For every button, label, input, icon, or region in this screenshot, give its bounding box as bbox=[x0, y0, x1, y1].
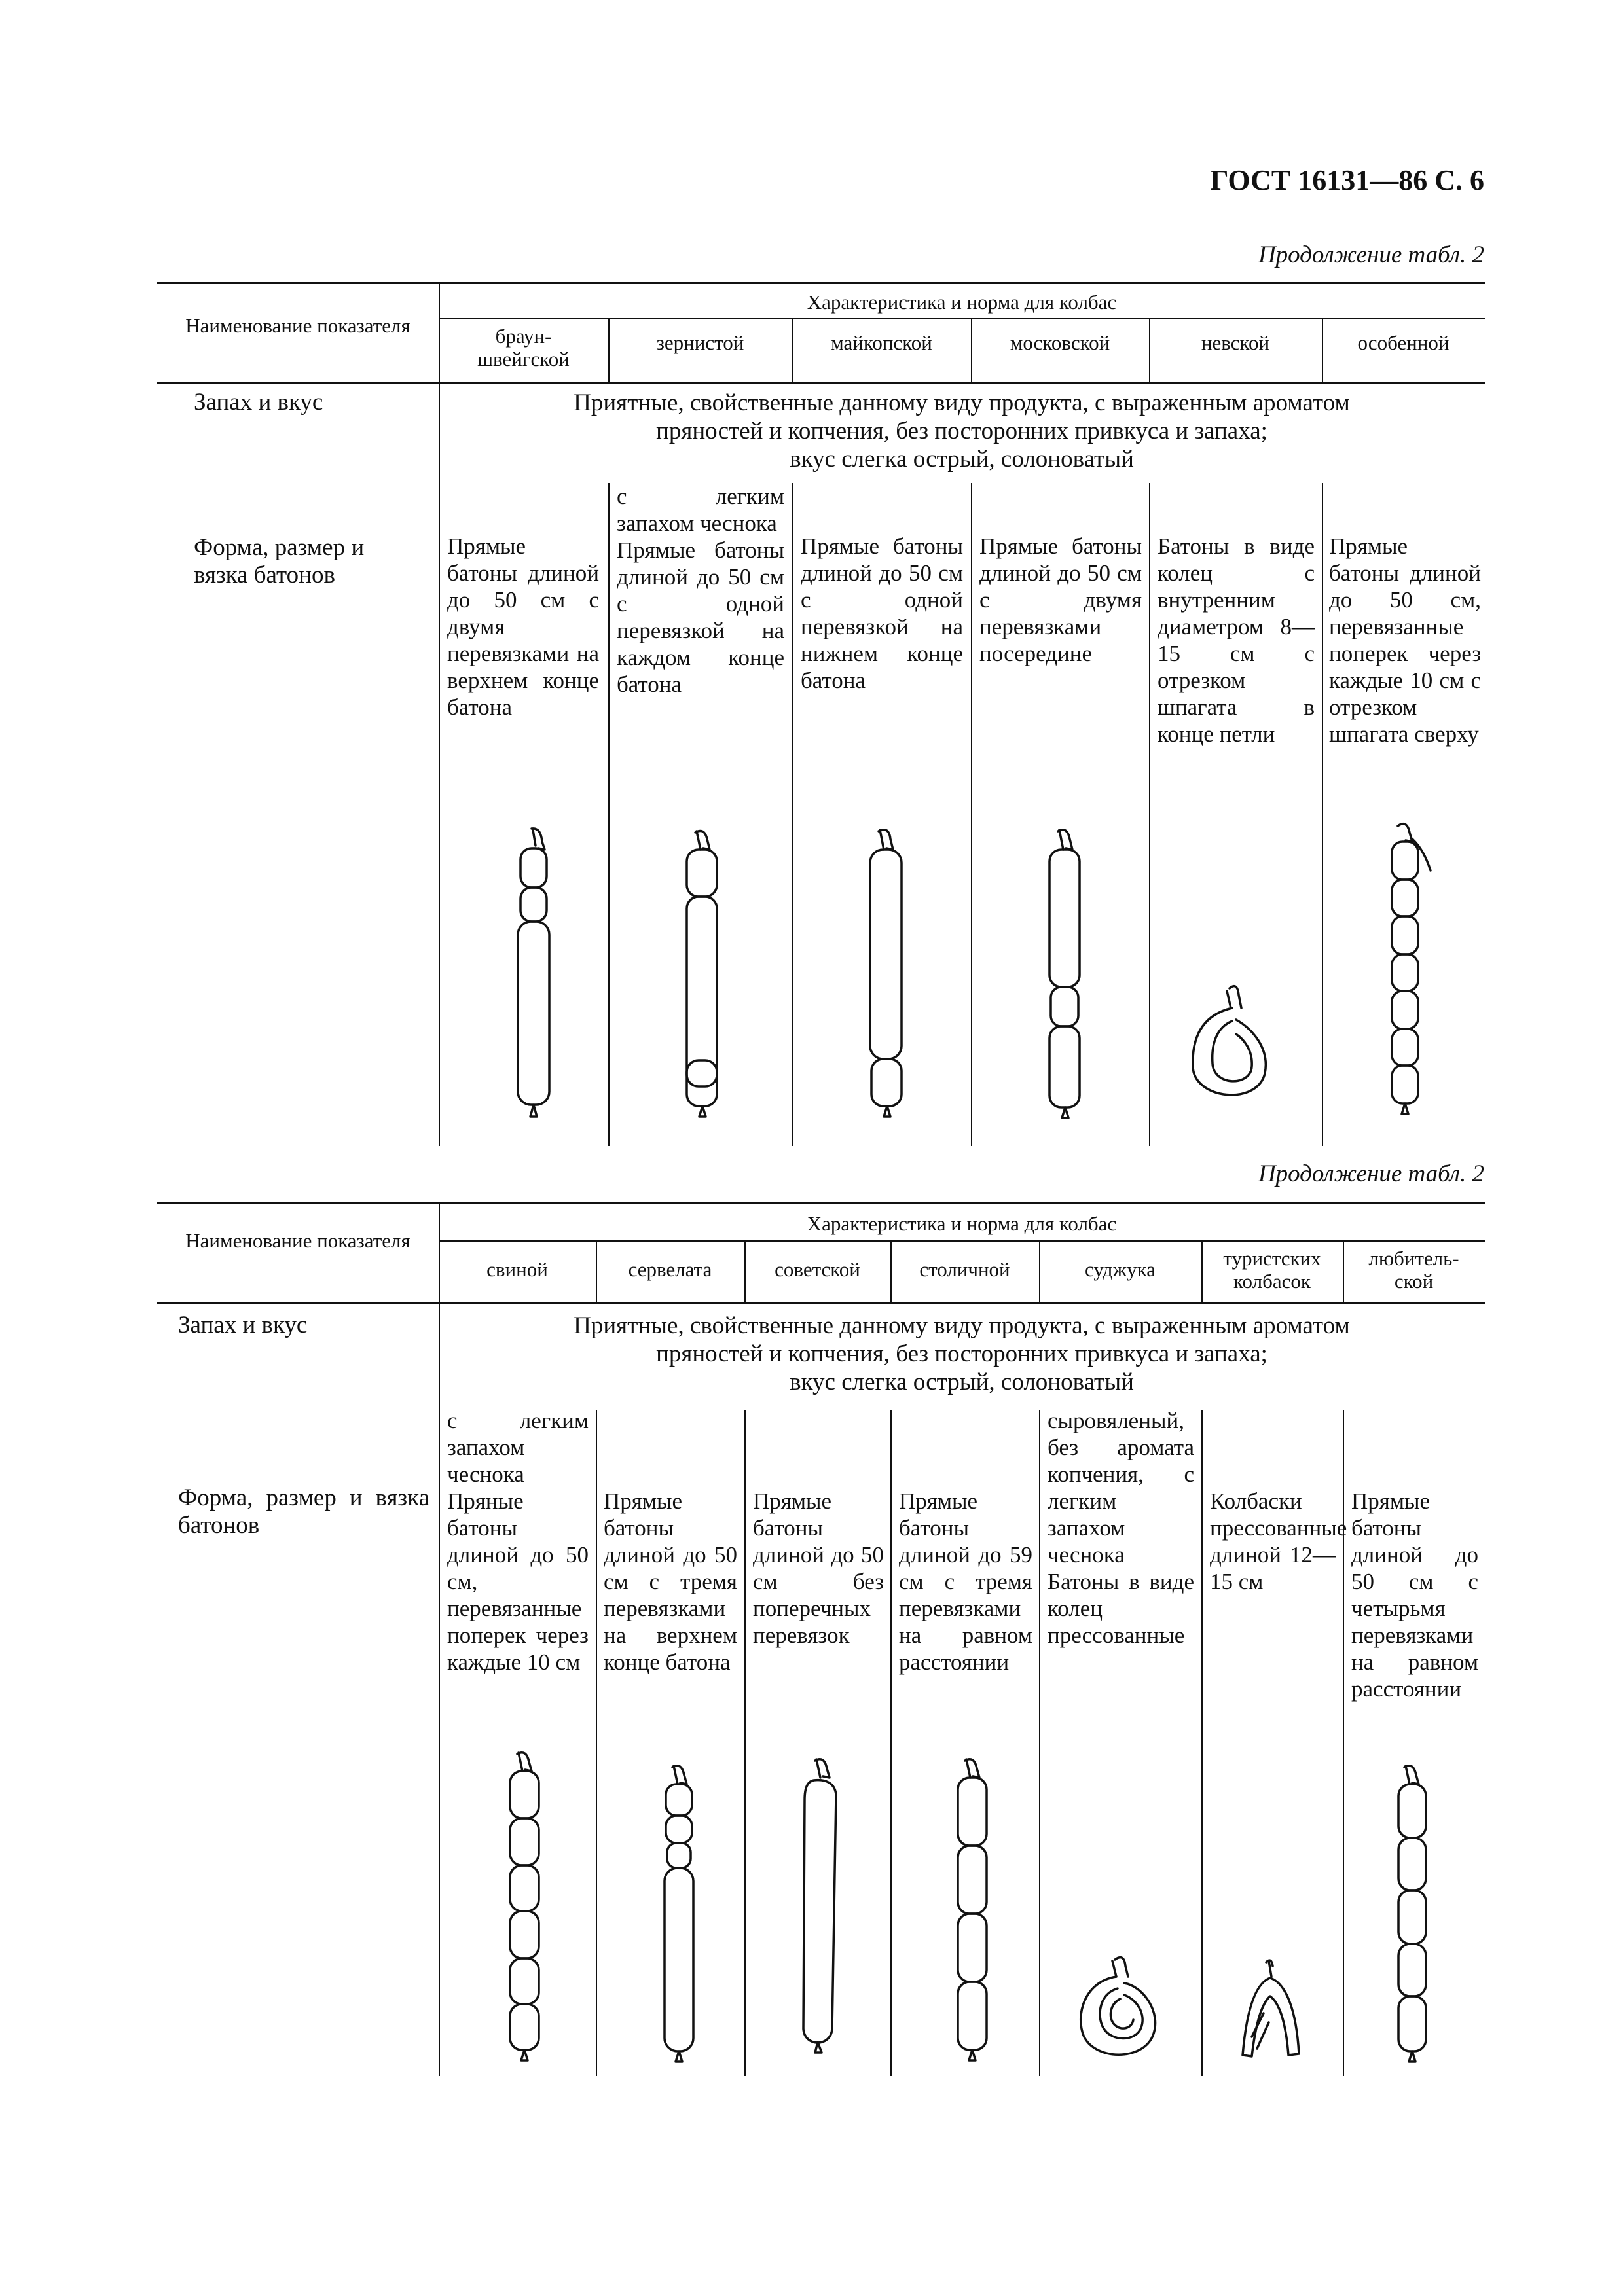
table2-col-sep bbox=[596, 1410, 597, 2076]
cell-pretext: с легким запахом чеснока bbox=[617, 484, 784, 536]
column-header: московской bbox=[1010, 331, 1110, 354]
sausage-illustration bbox=[666, 825, 732, 1139]
cell-description bbox=[1210, 1488, 1347, 1595]
column-header: особенной bbox=[1357, 331, 1450, 354]
cell-pretext: сыровяленый, без аромата копчения, с легким запахом чеснока bbox=[1048, 1408, 1194, 1568]
row-label-smell: Запах и вкус bbox=[178, 1312, 308, 1338]
sausage-illustration bbox=[1378, 1761, 1444, 2075]
table1-group-header: Характеристика и норма для колбас bbox=[807, 291, 1117, 314]
table1-group-rule bbox=[439, 318, 1485, 319]
cell-description bbox=[1158, 533, 1315, 747]
column-header: браун- швейгской bbox=[477, 325, 570, 370]
column-header: столичной bbox=[919, 1258, 1010, 1281]
cell-text: Пряные батоны длиной до 50 см, перевязанные поперек через каждые 10 см bbox=[447, 1488, 589, 1675]
sausage-illustration bbox=[1372, 818, 1450, 1139]
cell-text: Прямые батоны длиной до 50 см с двумя перевязками на верхнем конце батона bbox=[447, 533, 599, 720]
sausage-illustration bbox=[645, 1761, 710, 2075]
cell-pretext: с легким запахом чеснока bbox=[447, 1408, 589, 1487]
table2-col-sep bbox=[1201, 1410, 1203, 2076]
table2-header-rule bbox=[157, 1302, 1485, 1304]
table1-col-sep bbox=[792, 483, 793, 1146]
table2-col-sep bbox=[1039, 1410, 1040, 2076]
cell-description bbox=[1329, 533, 1481, 747]
cell-text: Прямые батоны длиной до 50 см с тремя перевязками на верхнем конце батона bbox=[604, 1488, 737, 1675]
column-header: зернистой bbox=[656, 331, 744, 354]
smell-taste-text: Приятные, свойственные данному виду продукта, с выраженным ароматом пряностей и копчения, без посторонних привкуса и запаха; вкус слегка острый, солоноватый bbox=[574, 1312, 1350, 1395]
table2-top-rule bbox=[157, 1202, 1485, 1204]
sausage-illustration bbox=[851, 825, 917, 1139]
sausage-illustration bbox=[498, 825, 563, 1139]
pressed-sausage-illustration bbox=[1223, 1957, 1321, 2075]
table1-col-sep bbox=[1149, 483, 1150, 1146]
cell-text: Прямые батоны длиной до 50 см с одной перевязкой на нижнем конце батона bbox=[801, 533, 963, 693]
table1-top-rule bbox=[157, 282, 1485, 284]
table2-col-sep bbox=[890, 1410, 892, 2076]
cell-text: Прямые батоны длиной до 50 см с одной перевязкой на каждом конце батона bbox=[617, 537, 784, 697]
table1-col-sep bbox=[608, 483, 610, 1146]
column-header: суджука bbox=[1085, 1258, 1156, 1281]
table2-col-sep bbox=[1343, 1410, 1344, 2076]
sausage-illustration bbox=[789, 1754, 854, 2075]
cell-text: Прямые батоны длиной до 50 см с двумя перевязками посередине bbox=[979, 533, 1142, 666]
cell-description bbox=[1351, 1488, 1478, 1702]
column-header: невской bbox=[1201, 331, 1270, 354]
table1-header-rule bbox=[157, 382, 1485, 384]
ring-sausage-illustration bbox=[1064, 1950, 1175, 2075]
table2-indicator-header: Наименование показателя bbox=[185, 1229, 410, 1252]
table1-col-sep bbox=[971, 483, 972, 1146]
column-header: майкопской bbox=[831, 331, 932, 354]
column-header: свиной bbox=[486, 1258, 548, 1281]
cell-text: Прямые батоны длиной до 50 см, перевязанные поперек через каждые 10 см с отрезком шпагата сверху bbox=[1329, 533, 1481, 747]
cell-text: Прямые батоны длиной до 59 см с тремя перевязками на равном расстоянии bbox=[899, 1488, 1032, 1675]
cell-description bbox=[1048, 1407, 1194, 1649]
column-header: туристских колбасок bbox=[1223, 1247, 1321, 1293]
cell-description bbox=[617, 483, 784, 698]
sausage-illustration bbox=[938, 1754, 1003, 2075]
cell-text: Прямые батоны длиной до 50 см без поперечных перевязок bbox=[753, 1488, 884, 1648]
cell-description bbox=[979, 533, 1142, 667]
ring-sausage-illustration bbox=[1178, 982, 1296, 1139]
column-header: советской bbox=[775, 1258, 860, 1281]
row-label-form: Форма, размер и вязка батонов bbox=[178, 1484, 429, 1539]
cell-text: Батоны в виде колец прессованные bbox=[1048, 1569, 1194, 1648]
row-label-smell: Запах и вкус bbox=[194, 389, 323, 416]
table1-continuation: Продолжение табл. 2 bbox=[1258, 242, 1484, 268]
column-header: любитель- ской bbox=[1368, 1247, 1459, 1293]
cell-description bbox=[604, 1488, 737, 1676]
sausage-illustration bbox=[490, 1748, 555, 2075]
table1-col-sep bbox=[1322, 483, 1323, 1146]
cell-description bbox=[447, 1407, 589, 1676]
cell-description bbox=[899, 1488, 1032, 1676]
table2-group-header: Характеристика и норма для колбас bbox=[807, 1212, 1117, 1235]
cell-description bbox=[801, 533, 963, 694]
smell-taste-text: Приятные, свойственные данному виду продукта, с выраженным ароматом пряностей и копчения, без посторонних привкуса и запаха; вкус слегка острый, солоноватый bbox=[574, 389, 1350, 473]
cell-description bbox=[753, 1488, 884, 1649]
row-label-form: Форма, размер и вязка батонов bbox=[194, 534, 365, 588]
page-header: ГОСТ 16131—86 С. 6 bbox=[1210, 164, 1484, 196]
table2-col-sep bbox=[744, 1410, 746, 2076]
cell-text: Колбаски прессованные длиной 12—15 см bbox=[1210, 1488, 1347, 1594]
cell-text: Батоны в виде колец с внутренним диаметром 8—15 см с отрезком шпагата в конце петли bbox=[1158, 533, 1315, 747]
cell-text: Прямые батоны длиной до 50 см с четырьмя перевязками на равном расстоянии bbox=[1351, 1488, 1478, 1702]
table2-continuation: Продолжение табл. 2 bbox=[1258, 1160, 1484, 1187]
column-header: сервелата bbox=[628, 1258, 712, 1281]
cell-description bbox=[447, 533, 599, 721]
table1-indicator-header: Наименование показателя bbox=[185, 314, 410, 337]
sausage-illustration bbox=[1029, 825, 1095, 1139]
